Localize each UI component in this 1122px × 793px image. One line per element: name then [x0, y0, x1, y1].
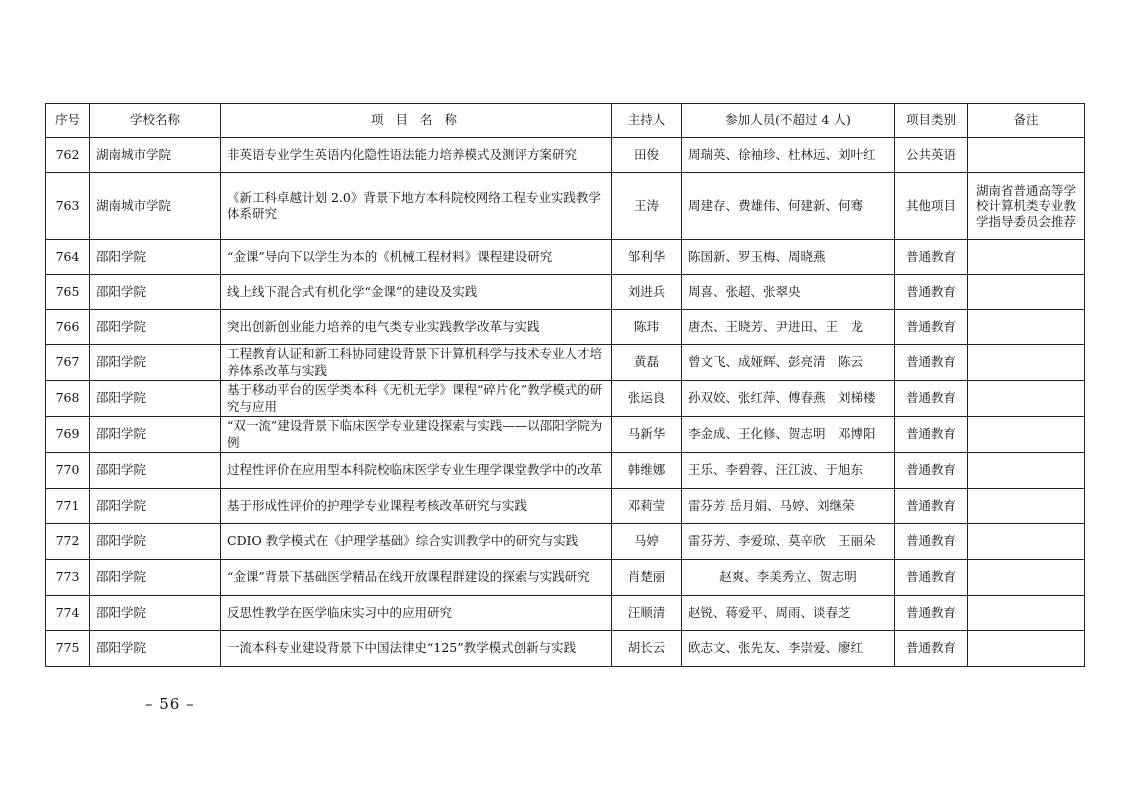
- cell-members: 唐杰、王晓芳、尹进田、王 龙: [682, 310, 895, 345]
- cell-category: 普通教育: [895, 345, 968, 381]
- cell-members: 周建存、费雄伟、何建新、何骞: [682, 173, 895, 240]
- cell-host: 刘进兵: [612, 275, 682, 310]
- cell-project: 反思性教学在医学临床实习中的应用研究: [221, 596, 612, 631]
- cell-no: 775: [46, 631, 90, 667]
- cell-host: 陈玮: [612, 310, 682, 345]
- cell-note: [968, 240, 1085, 275]
- table-row: [46, 631, 1085, 667]
- cell-category: 普通教育: [895, 631, 968, 667]
- cell-project: 线上线下混合式有机化学“金课”的建设及实践: [221, 275, 612, 310]
- cell-no: 765: [46, 275, 90, 310]
- cell-members: 雷芬芳 岳月娟、马婷、刘继荣: [682, 489, 895, 524]
- cell-no: 773: [46, 560, 90, 596]
- cell-host: 韩维娜: [612, 453, 682, 489]
- cell-members: 周瑞英、徐袖珍、杜林远、刘叶红: [682, 138, 895, 173]
- cell-category: 普通教育: [895, 310, 968, 345]
- cell-category: 普通教育: [895, 240, 968, 275]
- cell-members: 孙双姣、张红萍、傅春燕 刘梯楼: [682, 381, 895, 417]
- cell-members: 雷芬芳、李爱琼、莫辛欣 王丽朵: [682, 524, 895, 560]
- header-host: 主持人: [612, 104, 682, 138]
- cell-no: 774: [46, 596, 90, 631]
- header-project: 项 目 名 称: [221, 104, 612, 138]
- table-row: [46, 596, 1085, 631]
- table-row: [46, 560, 1085, 596]
- header-note: 备注: [968, 104, 1085, 138]
- cell-project: 一流本科专业建设背景下中国法律史“125”教学模式创新与实践: [221, 631, 612, 667]
- header-members: 参加人员(不超过 4 人): [682, 104, 895, 138]
- cell-category: 普通教育: [895, 417, 968, 453]
- cell-category: 其他项目: [895, 173, 968, 240]
- cell-members: 赵锐、蒋爱平、周雨、谈春芝: [682, 596, 895, 631]
- cell-project: 基于移动平台的医学类本科《无机无学》课程“碎片化”教学模式的研究与应用: [221, 381, 612, 417]
- cell-project: “双一流”建设背景下临床医学专业建设探索与实践——以邵阳学院为例: [221, 417, 612, 453]
- cell-category: 普通教育: [895, 489, 968, 524]
- cell-project: “金课”背景下基础医学精品在线开放课程群建设的探索与实践研究: [221, 560, 612, 596]
- cell-host: 邓莉莹: [612, 489, 682, 524]
- cell-note: [968, 596, 1085, 631]
- cell-school: 邵阳学院: [90, 560, 221, 596]
- cell-school: 湖南城市学院: [90, 173, 221, 240]
- cell-project: 《新工科卓越计划 2.0》背景下地方本科院校网络工程专业实践教学体系研究: [221, 173, 612, 240]
- cell-category: 普通教育: [895, 596, 968, 631]
- header-no: 序号: [46, 104, 90, 138]
- cell-host: 胡长云: [612, 631, 682, 667]
- cell-host: 张运良: [612, 381, 682, 417]
- cell-no: 764: [46, 240, 90, 275]
- cell-no: 763: [46, 173, 90, 240]
- cell-members: 李金成、王化修、贺志明 邓博阳: [682, 417, 895, 453]
- cell-school: 邵阳学院: [90, 345, 221, 381]
- cell-members: 陈国新、罗玉梅、周晓燕: [682, 240, 895, 275]
- project-table: [45, 103, 1085, 667]
- cell-category: 普通教育: [895, 381, 968, 417]
- cell-note: [968, 489, 1085, 524]
- table-row: [46, 489, 1085, 524]
- table-row: [46, 138, 1085, 173]
- cell-members: 欧志文、张先友、李崇爱、廖红: [682, 631, 895, 667]
- cell-school: 邵阳学院: [90, 489, 221, 524]
- cell-members: 王乐、李碧蓉、汪江波、于旭东: [682, 453, 895, 489]
- cell-members: 曾文飞、成娅辉、彭亮清 陈云: [682, 345, 895, 381]
- cell-host: 马婷: [612, 524, 682, 560]
- cell-school: 邵阳学院: [90, 240, 221, 275]
- cell-no: 762: [46, 138, 90, 173]
- cell-project: CDIO 教学模式在《护理学基础》综合实训教学中的研究与实践: [221, 524, 612, 560]
- table-row: [46, 417, 1085, 453]
- cell-school: 邵阳学院: [90, 453, 221, 489]
- cell-no: 769: [46, 417, 90, 453]
- cell-host: 马新华: [612, 417, 682, 453]
- cell-members: 周喜、张超、张翠央: [682, 275, 895, 310]
- table-row: [46, 173, 1085, 240]
- table-row: [46, 524, 1085, 560]
- cell-category: 普通教育: [895, 275, 968, 310]
- cell-project: 突出创新创业能力培养的电气类专业实践教学改革与实践: [221, 310, 612, 345]
- page-number: – 56 –: [145, 695, 195, 713]
- cell-school: 邵阳学院: [90, 275, 221, 310]
- cell-project: 非英语专业学生英语内化隐性语法能力培养模式及测评方案研究: [221, 138, 612, 173]
- cell-host: 黄磊: [612, 345, 682, 381]
- header-school: 学校名称: [90, 104, 221, 138]
- cell-note: [968, 381, 1085, 417]
- table-row: [46, 453, 1085, 489]
- cell-host: 田俊: [612, 138, 682, 173]
- cell-host: 汪顺清: [612, 596, 682, 631]
- cell-school: 邵阳学院: [90, 596, 221, 631]
- cell-no: 770: [46, 453, 90, 489]
- cell-host: 邹利华: [612, 240, 682, 275]
- cell-note: [968, 453, 1085, 489]
- cell-note: [968, 138, 1085, 173]
- cell-school: 邵阳学院: [90, 310, 221, 345]
- cell-host: 王涛: [612, 173, 682, 240]
- cell-no: 771: [46, 489, 90, 524]
- cell-members: 赵爽、李美秀立、贺志明: [682, 560, 895, 596]
- table-row: [46, 381, 1085, 417]
- table-header-row: [46, 104, 1085, 138]
- cell-school: 邵阳学院: [90, 524, 221, 560]
- cell-category: 普通教育: [895, 524, 968, 560]
- cell-note: [968, 560, 1085, 596]
- cell-project: 过程性评价在应用型本科院校临床医学专业生理学课堂教学中的改革: [221, 453, 612, 489]
- cell-school: 邵阳学院: [90, 631, 221, 667]
- cell-category: 普通教育: [895, 560, 968, 596]
- table-row: [46, 310, 1085, 345]
- cell-category: 普通教育: [895, 453, 968, 489]
- cell-project: “金课”导向下以学生为本的《机械工程材料》课程建设研究: [221, 240, 612, 275]
- table-row: [46, 275, 1085, 310]
- cell-note: [968, 275, 1085, 310]
- cell-note: [968, 631, 1085, 667]
- cell-no: 767: [46, 345, 90, 381]
- cell-school: 邵阳学院: [90, 381, 221, 417]
- header-category: 项目类别: [895, 104, 968, 138]
- cell-category: 公共英语: [895, 138, 968, 173]
- table-row: [46, 240, 1085, 275]
- cell-school: 邵阳学院: [90, 417, 221, 453]
- cell-project: 工程教育认证和新工科协同建设背景下计算机科学与技术专业人才培养体系改革与实践: [221, 345, 612, 381]
- cell-note: [968, 310, 1085, 345]
- cell-no: 772: [46, 524, 90, 560]
- cell-host: 肖楚丽: [612, 560, 682, 596]
- cell-no: 768: [46, 381, 90, 417]
- cell-school: 湖南城市学院: [90, 138, 221, 173]
- cell-note: [968, 417, 1085, 453]
- cell-note: [968, 524, 1085, 560]
- cell-project: 基于形成性评价的护理学专业课程考核改革研究与实践: [221, 489, 612, 524]
- cell-note: 湖南省普通高等学校计算机类专业教学指导委员会推荐: [968, 173, 1085, 240]
- cell-no: 766: [46, 310, 90, 345]
- cell-note: [968, 345, 1085, 381]
- table-row: [46, 345, 1085, 381]
